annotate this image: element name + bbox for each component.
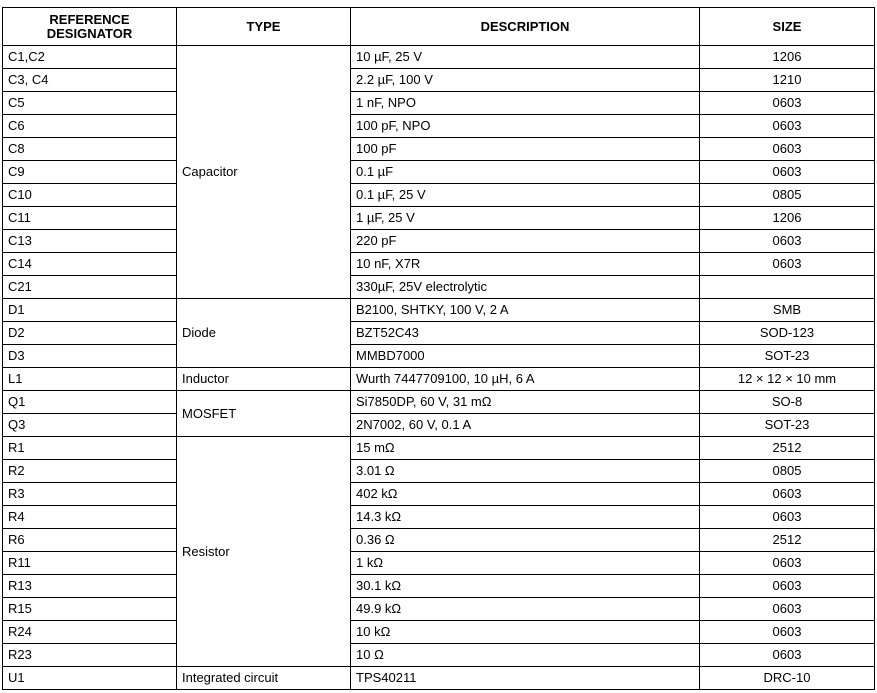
reference-designator-cell: C8 [3, 138, 177, 161]
table-row [3, 460, 875, 483]
description-cell: 220 pF [351, 230, 700, 253]
description-cell: 3.01 Ω [351, 460, 700, 483]
size-cell [700, 276, 875, 299]
header-size: SIZE [700, 8, 875, 46]
description-cell: 402 kΩ [351, 483, 700, 506]
table-row [3, 368, 875, 391]
table-row [3, 161, 875, 184]
type-cell: Diode [177, 299, 351, 368]
table-row [3, 115, 875, 138]
table-row [3, 253, 875, 276]
description-cell: TPS40211 [351, 667, 700, 690]
table-row [3, 667, 875, 690]
description-cell: 1 kΩ [351, 552, 700, 575]
size-cell: 0603 [700, 92, 875, 115]
reference-designator-cell: R1 [3, 437, 177, 460]
description-cell: 2.2 µF, 100 V [351, 69, 700, 92]
reference-designator-cell: Q1 [3, 391, 177, 414]
size-cell: 2512 [700, 437, 875, 460]
table-row [3, 391, 875, 414]
description-cell: 10 kΩ [351, 621, 700, 644]
description-cell: 0.1 µF [351, 161, 700, 184]
description-cell: B2100, SHTKY, 100 V, 2 A [351, 299, 700, 322]
table-row [3, 184, 875, 207]
reference-designator-cell: C10 [3, 184, 177, 207]
size-cell: 0603 [700, 138, 875, 161]
size-cell: 0603 [700, 621, 875, 644]
table-row [3, 414, 875, 437]
reference-designator-cell: R11 [3, 552, 177, 575]
reference-designator-cell: C1,C2 [3, 46, 177, 69]
size-cell: 0603 [700, 575, 875, 598]
size-cell: DRC-10 [700, 667, 875, 690]
size-cell: 1206 [700, 207, 875, 230]
size-cell: 0603 [700, 483, 875, 506]
table-row [3, 552, 875, 575]
size-cell: 0603 [700, 506, 875, 529]
reference-designator-cell: C11 [3, 207, 177, 230]
reference-designator-cell: C5 [3, 92, 177, 115]
header-description: DESCRIPTION [351, 8, 700, 46]
reference-designator-cell: R2 [3, 460, 177, 483]
reference-designator-cell: R24 [3, 621, 177, 644]
description-cell: MMBD7000 [351, 345, 700, 368]
description-cell: 10 nF, X7R [351, 253, 700, 276]
table-row [3, 207, 875, 230]
size-cell: 0603 [700, 644, 875, 667]
type-cell: Resistor [177, 437, 351, 667]
size-cell: 0805 [700, 184, 875, 207]
reference-designator-cell: R6 [3, 529, 177, 552]
description-cell: 1 nF, NPO [351, 92, 700, 115]
reference-designator-cell: R3 [3, 483, 177, 506]
table-row [3, 575, 875, 598]
table-row [3, 276, 875, 299]
size-cell: 0603 [700, 552, 875, 575]
table-header-row [3, 8, 875, 46]
table-row [3, 437, 875, 460]
type-cell: Inductor [177, 368, 351, 391]
size-cell: 1206 [700, 46, 875, 69]
reference-designator-cell: D1 [3, 299, 177, 322]
table-row [3, 483, 875, 506]
description-cell: 100 pF [351, 138, 700, 161]
size-cell: SOT-23 [700, 414, 875, 437]
size-cell: 0603 [700, 115, 875, 138]
table-row [3, 506, 875, 529]
size-cell: 12 × 12 × 10 mm [700, 368, 875, 391]
table-row [3, 529, 875, 552]
bill-of-materials-table [2, 7, 875, 690]
table-row [3, 621, 875, 644]
description-cell: 10 Ω [351, 644, 700, 667]
table-row [3, 598, 875, 621]
reference-designator-cell: R4 [3, 506, 177, 529]
table-row [3, 644, 875, 667]
table-row [3, 46, 875, 69]
description-cell: 330µF, 25V electrolytic [351, 276, 700, 299]
description-cell: 2N7002, 60 V, 0.1 A [351, 414, 700, 437]
table-row [3, 69, 875, 92]
table-row [3, 322, 875, 345]
size-cell: SMB [700, 299, 875, 322]
size-cell: 0805 [700, 460, 875, 483]
description-cell: 15 mΩ [351, 437, 700, 460]
size-cell: 1210 [700, 69, 875, 92]
table-row [3, 92, 875, 115]
reference-designator-cell: C9 [3, 161, 177, 184]
description-cell: 0.1 µF, 25 V [351, 184, 700, 207]
description-cell: Wurth 7447709100, 10 µH, 6 A [351, 368, 700, 391]
description-cell: 49.9 kΩ [351, 598, 700, 621]
reference-designator-cell: C14 [3, 253, 177, 276]
reference-designator-cell: C21 [3, 276, 177, 299]
table-row [3, 230, 875, 253]
size-cell: 0603 [700, 598, 875, 621]
type-cell: Capacitor [177, 46, 351, 299]
description-cell: 10 µF, 25 V [351, 46, 700, 69]
reference-designator-cell: Q3 [3, 414, 177, 437]
description-cell: 14.3 kΩ [351, 506, 700, 529]
reference-designator-cell: U1 [3, 667, 177, 690]
type-cell: MOSFET [177, 391, 351, 437]
type-cell: Integrated circuit [177, 667, 351, 690]
size-cell: SOD-123 [700, 322, 875, 345]
size-cell: SO-8 [700, 391, 875, 414]
size-cell: 0603 [700, 230, 875, 253]
reference-designator-cell: R13 [3, 575, 177, 598]
header-type: TYPE [177, 8, 351, 46]
description-cell: 1 µF, 25 V [351, 207, 700, 230]
size-cell: 0603 [700, 161, 875, 184]
reference-designator-cell: C3, C4 [3, 69, 177, 92]
description-cell: 0.36 Ω [351, 529, 700, 552]
table-row [3, 299, 875, 322]
description-cell: BZT52C43 [351, 322, 700, 345]
reference-designator-cell: D3 [3, 345, 177, 368]
description-cell: 100 pF, NPO [351, 115, 700, 138]
reference-designator-cell: C13 [3, 230, 177, 253]
size-cell: SOT-23 [700, 345, 875, 368]
description-cell: 30.1 kΩ [351, 575, 700, 598]
size-cell: 2512 [700, 529, 875, 552]
size-cell: 0603 [700, 253, 875, 276]
reference-designator-cell: R23 [3, 644, 177, 667]
reference-designator-cell: D2 [3, 322, 177, 345]
table-body [3, 46, 875, 690]
header-reference-designator: REFERENCE DESIGNATOR [3, 8, 177, 46]
description-cell: Si7850DP, 60 V, 31 mΩ [351, 391, 700, 414]
reference-designator-cell: C6 [3, 115, 177, 138]
table-row [3, 345, 875, 368]
reference-designator-cell: R15 [3, 598, 177, 621]
reference-designator-cell: L1 [3, 368, 177, 391]
table-row [3, 138, 875, 161]
